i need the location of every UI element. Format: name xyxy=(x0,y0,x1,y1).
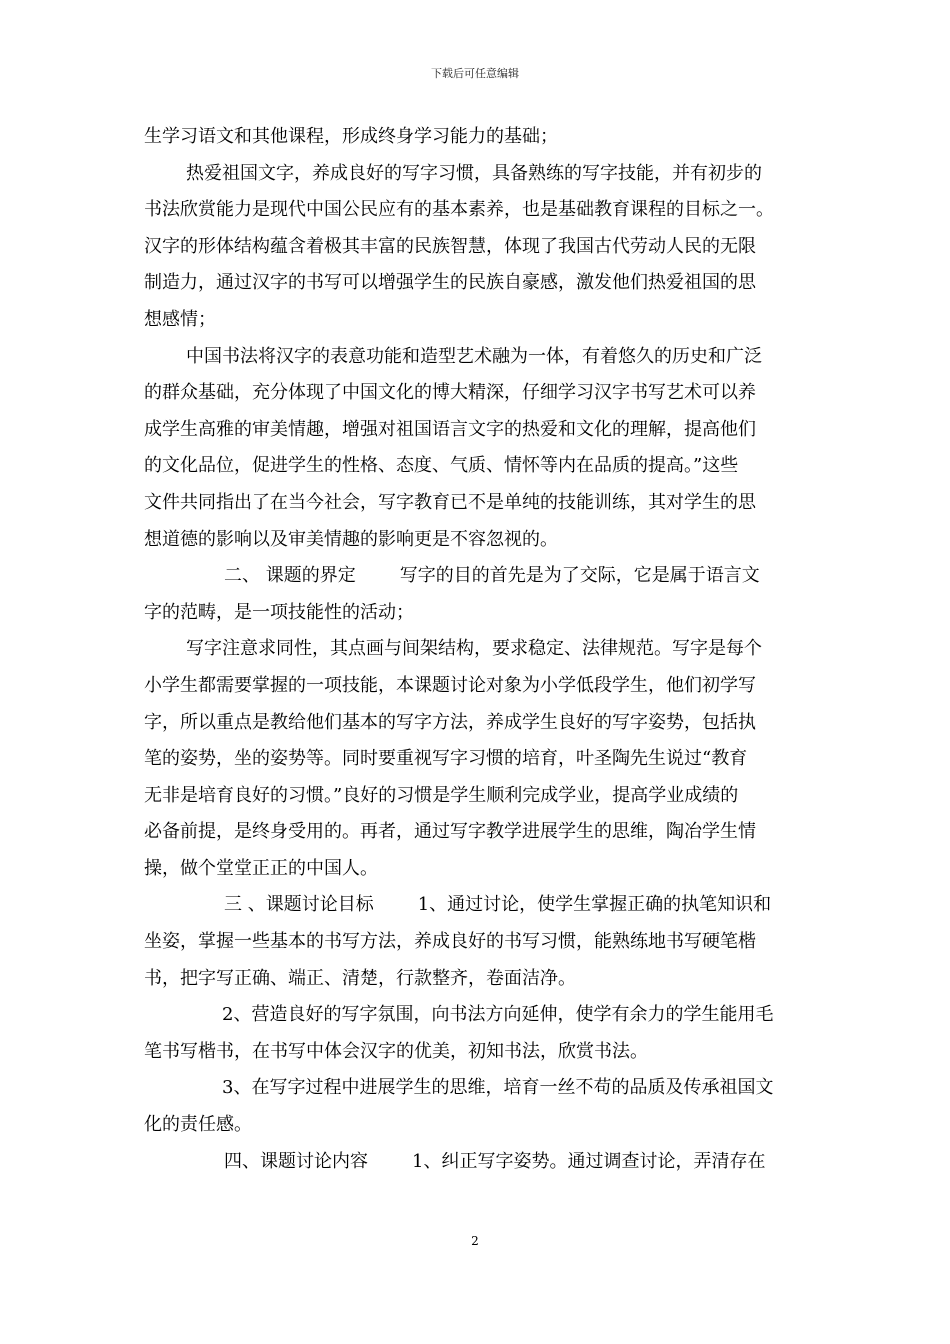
text-line xyxy=(144,229,816,266)
text-line xyxy=(144,705,816,742)
line-text: 书，把字写正确、端正、清楚，行款整齐，卷面洁净。 xyxy=(144,967,576,989)
line-text: 成学生高雅的审美情趣，增强对祖国语言文字的热爱和文化的理解，提高他们 xyxy=(144,418,756,440)
line-text: 操，做个堂堂正正的中国人。 xyxy=(144,857,378,879)
page-number: 2 xyxy=(471,1234,479,1248)
line-text-continuation: 1、纠正写字姿势。通过调查讨论，弄清存在 xyxy=(412,1150,766,1172)
text-line xyxy=(144,741,816,778)
text-line xyxy=(144,887,816,924)
text-line xyxy=(144,339,816,376)
line-text: 中国书法将汉字的表意功能和造型艺术融为一体，有着悠久的历史和广泛 xyxy=(186,345,762,367)
text-line xyxy=(144,156,816,193)
text-line xyxy=(144,375,816,412)
line-text-continuation: 写字的目的首先是为了交际，它是属于语言文 xyxy=(399,565,760,587)
line-text: 三 、课题讨论目标 xyxy=(224,894,374,916)
page-header: 下载后可任意编辑 xyxy=(431,67,519,80)
line-text: 化的责任感。 xyxy=(144,1114,252,1136)
line-text: 2、营造良好的写字氛围，向书法方向延伸，使学有余力的学生能用毛 xyxy=(222,1004,774,1026)
text-line xyxy=(144,1034,816,1071)
line-text: 热爱祖国文字，养成良好的写字习惯，具备熟练的写字技能，并有初步的 xyxy=(186,162,762,184)
text-line xyxy=(144,302,816,339)
text-line xyxy=(144,631,816,668)
text-line xyxy=(144,924,816,961)
line-text: 笔的姿势，坐的姿势等。同时要重视写字习惯的培育，叶圣陶先生说过“教育 xyxy=(144,748,748,770)
text-line xyxy=(144,558,816,595)
line-text: 必备前提，是终身受用的。再者，通过写字教学进展学生的思维，陶冶学生情 xyxy=(144,821,756,843)
text-line xyxy=(144,119,816,156)
text-line xyxy=(144,961,816,998)
text-line xyxy=(144,851,816,888)
line-text: 的群众基础，充分体现了中国文化的博大精深，仔细学习汉字书写艺术可以养 xyxy=(144,382,756,404)
line-text: 3、在写字过程中进展学生的思维，培育一丝不苟的品质及传承祖国文 xyxy=(222,1077,774,1099)
line-text: 无非是培育良好的习惯。”良好的习惯是学生顺利完成学业，提高学业成绩的 xyxy=(144,784,739,806)
line-text: 四、课题讨论内容 xyxy=(224,1150,368,1172)
text-line xyxy=(144,265,816,302)
line-text: 笔书写楷书，在书写中体会汉字的优美，初知书法，欣赏书法。 xyxy=(144,1040,648,1062)
text-line xyxy=(144,1070,816,1107)
line-text: 字的范畴，是一项技能性的活动； xyxy=(144,601,414,623)
line-text: 的文化品位，促进学生的性格、态度、气质、情怀等内在品质的提高。”这些 xyxy=(144,455,739,477)
line-text: 制造力，通过汉字的书写可以增强学生的民族自豪感，激发他们热爱祖国的思 xyxy=(144,272,756,294)
line-text: 坐姿，掌握一些基本的书写方法，养成良好的书写习惯，能熟练地书写硬笔楷 xyxy=(144,931,756,953)
line-text: 小学生都需要掌握的一项技能，本课题讨论对象为小学低段学生，他们初学写 xyxy=(144,674,756,696)
text-line xyxy=(144,1107,816,1144)
text-line xyxy=(144,997,816,1034)
document-body xyxy=(144,119,816,1180)
line-text: 书法欣赏能力是现代中国公民应有的基本素养，也是基础教育课程的目标之一。 xyxy=(144,199,774,221)
text-line xyxy=(144,412,816,449)
line-text: 汉字的形体结构蕴含着极其丰富的民族智慧，体现了我国古代劳动人民的无限 xyxy=(144,235,756,257)
text-line xyxy=(144,1144,816,1181)
text-line xyxy=(144,668,816,705)
line-text: 字，所以重点是教给他们基本的写字方法，养成学生良好的写字姿势，包括执 xyxy=(144,711,756,733)
text-line xyxy=(144,595,816,632)
line-text: 二、 课题的界定 xyxy=(224,565,356,587)
text-line xyxy=(144,814,816,851)
line-text: 写字注意求同性，其点画与间架结构，要求稳定、法律规范。写字是每个 xyxy=(186,638,762,660)
line-text: 文件共同指出了在当今社会，写字教育已不是单纯的技能训练，其对学生的思 xyxy=(144,491,756,513)
text-line xyxy=(144,485,816,522)
text-line xyxy=(144,778,816,815)
text-line xyxy=(144,448,816,485)
line-text-continuation: 1、通过讨论，使学生掌握正确的执笔知识和 xyxy=(417,894,772,916)
line-text: 想感情； xyxy=(144,308,216,330)
line-text: 想道德的影响以及审美情趣的影响更是不容忽视的。 xyxy=(144,528,558,550)
line-text: 生学习语文和其他课程，形成终身学习能力的基础； xyxy=(144,126,558,147)
text-line xyxy=(144,522,816,559)
text-line xyxy=(144,192,816,229)
